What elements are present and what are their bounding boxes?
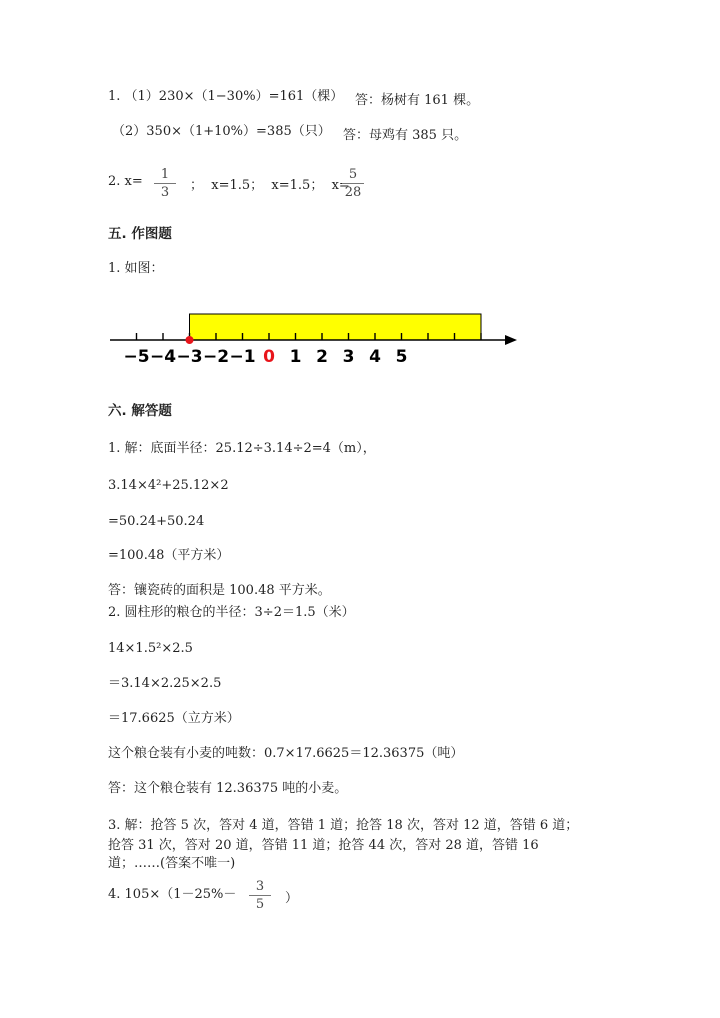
fraction-numerator: 5	[348, 167, 358, 182]
q1-part1-calc: 1. （1）230×（1−30%）=161（棵）	[108, 89, 344, 104]
fraction-denominator: 3	[160, 185, 170, 200]
section-5-q1-text: 1. 如图：	[108, 261, 164, 276]
q1-part2-calc: （2）350×（1+10%）=385（只）	[112, 124, 331, 139]
solution-line: 3. 解：抢答 5 次，答对 4 道，答错 1 道；抢答 18 次，答对 12 道，答错 6 道；	[108, 818, 579, 833]
q1-part2-answer: 答：母鸡有 385 只。	[343, 128, 468, 143]
q4-fraction	[247, 879, 273, 912]
solution-line: 抢答 31 次，答对 20 道，答错 11 道；抢答 44 次，答对 28 道，答错 16	[108, 838, 539, 853]
solution-line: 答：镶瓷砖的面积是 100.48 平方米。	[108, 583, 331, 598]
q2-fraction-1	[152, 167, 178, 200]
fraction-numerator: 1	[160, 167, 170, 182]
tick-label: 3	[342, 347, 355, 367]
solution-line: 14×1.5²×2.5	[108, 641, 193, 656]
tick-label: 4	[369, 347, 381, 367]
q2-fraction-2	[340, 167, 366, 200]
q1-part1-answer: 答：杨树有 161 棵。	[355, 93, 480, 108]
fraction-bar	[342, 183, 364, 184]
tick-label: 5	[395, 347, 408, 367]
solution-line: 2. 圆柱形的粮仓的半径：3÷2＝1.5（米）	[108, 605, 355, 620]
solution-line: =100.48（平方米）	[108, 548, 230, 563]
solution-line: 1. 解：底面半径：25.12÷3.14÷2=4（m），	[108, 441, 376, 456]
section-5-heading: 五. 作图题	[108, 226, 172, 242]
marked-point	[186, 336, 194, 344]
tick-label: −4	[149, 347, 177, 367]
solution-line: ＝3.14×2.25×2.5	[108, 676, 222, 691]
tick-label: 0	[263, 347, 275, 367]
tick-label: −2	[202, 347, 230, 367]
tick-label: −1	[229, 347, 256, 367]
fraction-bar	[154, 183, 176, 184]
fraction-denominator: 5	[255, 897, 265, 912]
solution-line: =50.24+50.24	[108, 514, 205, 529]
number-line-figure	[0, 305, 720, 385]
fraction-denominator: 28	[344, 185, 362, 200]
fraction-numerator: 3	[255, 879, 265, 894]
highlight-region	[190, 314, 482, 340]
section-6-heading: 六. 解答题	[108, 403, 172, 419]
tick-label: −3	[176, 347, 203, 367]
tick-label: 1	[289, 347, 302, 367]
solution-line: 答：这个粮仓装有 12.36375 吨的小麦。	[108, 781, 348, 796]
solution-line: 3.14×4²+25.12×2	[108, 478, 229, 493]
solution-line: ＝17.6625（立方米）	[108, 711, 240, 726]
tick-label: 2	[316, 347, 328, 367]
tick-label: −5	[123, 347, 150, 367]
q2-prefix: 2. x=	[108, 174, 143, 189]
q2-middle: ； x=1.5； x=1.5； x=	[190, 178, 350, 193]
axis-arrow-icon	[505, 335, 517, 345]
solution-line: 道；……(答案不唯一)	[108, 856, 236, 871]
q4-prefix: 4. 105×（1－25%－	[108, 887, 237, 902]
fraction-bar	[249, 895, 271, 896]
q4-suffix: ）	[285, 891, 299, 906]
solution-line: 这个粮仓装有小麦的吨数：0.7×17.6625＝12.36375（吨）	[108, 746, 464, 761]
